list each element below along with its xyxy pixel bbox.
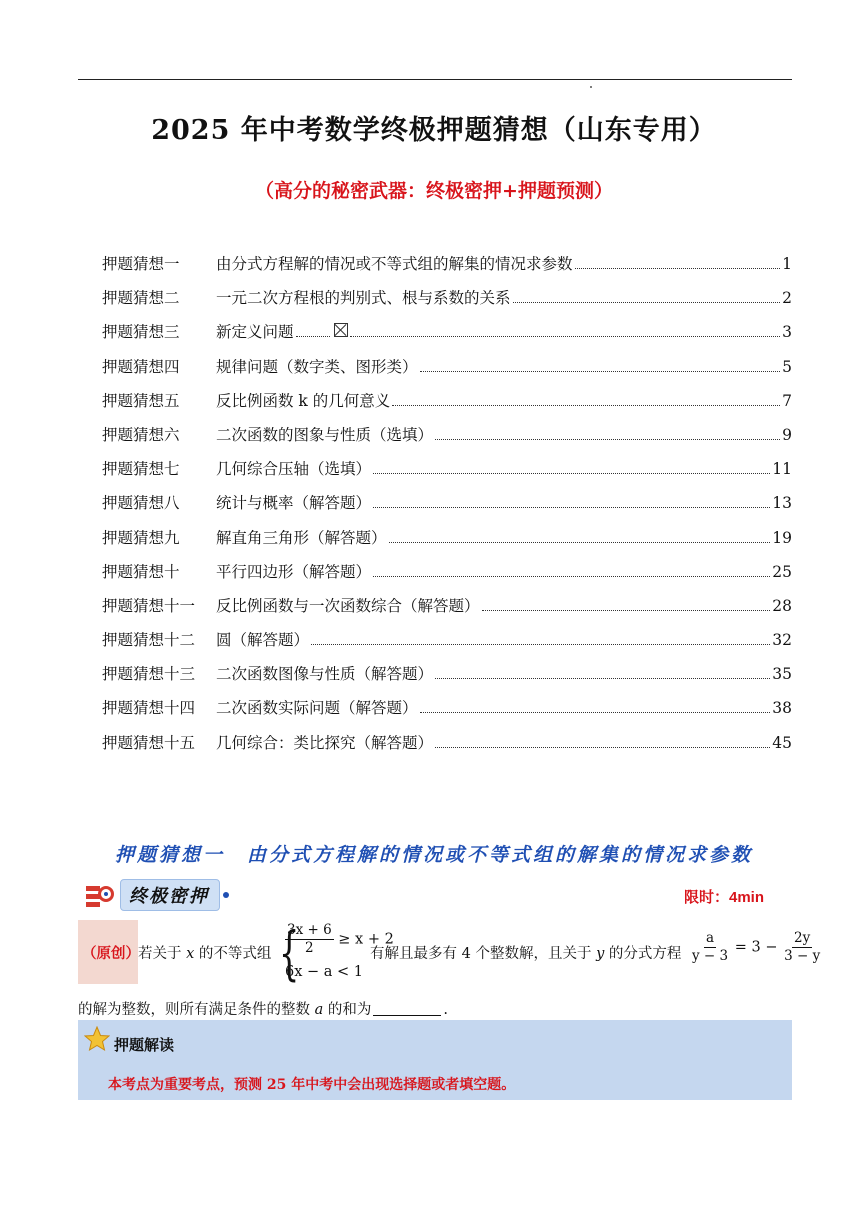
toc-text: 反比例函数 k 的几何意义 (216, 391, 391, 410)
toc-label: 押题猜想十二 (102, 631, 196, 650)
toc-text: 规律问题（数字类、图形类） (216, 357, 418, 376)
target-icon (84, 880, 120, 910)
toc-leader (392, 405, 780, 406)
toc-page: 5 (782, 357, 792, 376)
toc-text: 新定义问题 (216, 323, 294, 342)
toc-text: 由分式方程解的情况或不等式组的解集的情况求参数 (216, 255, 573, 273)
toc-leader (420, 371, 781, 372)
analysis-title: 押题解读 (114, 1037, 175, 1054)
toc-text: 二次函数图像与性质（解答题） (216, 665, 434, 684)
toc-leader (435, 439, 780, 440)
toc-row[interactable] (102, 526, 792, 560)
toc-row[interactable] (102, 389, 792, 423)
star-icon (84, 1026, 110, 1052)
toc-label: 押题猜想五 (102, 391, 180, 410)
toc-leader (373, 507, 770, 508)
toc-label: 押题猜想八 (102, 494, 180, 513)
problem-line-2: 的解为整数，则所有满足条件的整数 a 的和为 . (78, 1002, 448, 1018)
toc-row[interactable] (102, 320, 792, 354)
toc-leader (420, 712, 771, 713)
toc-text: 几何综合压轴（选填） (216, 460, 372, 479)
inequality-2: 6x − a < 1 (285, 964, 364, 980)
toc-leader (296, 336, 330, 337)
toc-text: 圆（解答题） (216, 631, 310, 650)
toc-row[interactable] (102, 628, 792, 662)
toc-label: 押题猜想六 (102, 425, 180, 444)
problem-tag: （原创） (82, 945, 140, 962)
header-dot (590, 86, 592, 88)
analysis-body: 本考点为重要考点，预测 25 年中考中会出现选择题或者填空题。 (108, 1077, 516, 1093)
toc-label: 押题猜想七 (102, 460, 180, 479)
toc-label: 押题猜想三 (102, 323, 180, 342)
toc-text: 反比例函数与一次函数综合（解答题） (216, 596, 480, 615)
table-of-contents (102, 252, 792, 765)
toc-row[interactable] (102, 662, 792, 696)
inequality-1: $\frac{3x + 6}{2}$ ≥ x + 2 (287, 922, 394, 956)
toc-page: 2 (782, 289, 792, 308)
toc-row[interactable] (102, 423, 792, 457)
section-heading: 押题猜想一 由分式方程解的情况或不等式组的解集的情况求参数 (114, 844, 753, 866)
analysis-box (78, 1020, 792, 1100)
header-rule (78, 79, 792, 80)
toc-page: 3 (782, 323, 792, 342)
toc-leader (350, 336, 781, 337)
toc-page: 1 (782, 255, 792, 273)
toc-page: 28 (772, 596, 792, 615)
toc-text: 二次函数实际问题（解答题） (216, 699, 418, 718)
toc-row[interactable] (102, 355, 792, 389)
section-banner (84, 880, 220, 910)
toc-label: 押题猜想十四 (102, 699, 196, 718)
toc-label: 押题猜想十五 (102, 733, 196, 752)
toc-page: 38 (772, 699, 792, 718)
toc-leader (373, 576, 770, 577)
toc-label: 押题猜想十一 (102, 596, 196, 615)
toc-row[interactable] (102, 594, 792, 628)
toc-text: 统计与概率（解答题） (216, 494, 372, 513)
toc-row[interactable] (102, 560, 792, 594)
document-subtitle: （高分的秘密武器：终极密押+押题预测） (255, 180, 613, 202)
toc-page: 7 (782, 391, 792, 410)
toc-page: 19 (772, 528, 792, 547)
toc-row[interactable] (102, 286, 792, 320)
fraction-equation: $\frac{a}{y - 3}$ = 3 − $\frac{2y}{3 - y}$ (692, 930, 821, 964)
toc-label: 押题猜想一 (102, 255, 180, 273)
toc-row[interactable] (102, 491, 792, 525)
toc-leader (435, 678, 770, 679)
toc-leader (482, 610, 771, 611)
toc-page: 9 (782, 425, 792, 444)
toc-label: 押题猜想四 (102, 357, 180, 376)
time-limit: 限时：4min (683, 889, 764, 906)
problem-lead: 若关于 x 的不等式组 (138, 946, 272, 962)
toc-row[interactable] (102, 252, 792, 286)
toc-leader (373, 473, 770, 474)
toc-row[interactable] (102, 731, 792, 765)
toc-label: 押题猜想二 (102, 289, 180, 308)
document-title: 2025 年中考数学终极押题猜想（山东专用） (151, 115, 717, 146)
toc-label: 押题猜想九 (102, 528, 180, 547)
toc-leader (575, 268, 781, 269)
toc-text: 解直角三角形（解答题） (216, 528, 387, 547)
toc-leader (389, 542, 771, 543)
toc-leader (311, 644, 770, 645)
toc-leader (513, 302, 781, 303)
toc-label: 押题猜想十三 (102, 665, 196, 684)
toc-page: 32 (772, 631, 792, 650)
toc-leader (435, 747, 770, 748)
toc-page: 45 (772, 733, 792, 752)
toc-label: 押题猜想十 (102, 562, 180, 581)
problem-middle: 有解且最多有 4 个整数解，且关于 y 的分式方程 (370, 946, 682, 962)
toc-text: 一元二次方程根的判别式、根与系数的关系 (216, 289, 511, 308)
cross-box-icon (334, 323, 348, 337)
banner-label: 终极密押 (120, 879, 220, 911)
toc-text: 二次函数的图象与性质（选填） (216, 425, 434, 444)
toc-page: 13 (772, 494, 792, 513)
toc-page: 25 (772, 562, 792, 581)
toc-page: 35 (772, 665, 792, 684)
toc-row[interactable] (102, 696, 792, 730)
toc-text: 几何综合：类比探究（解答题） (216, 733, 434, 752)
answer-blank[interactable] (373, 1001, 441, 1016)
brace-icon: { (279, 919, 300, 987)
toc-text: 平行四边形（解答题） (216, 562, 372, 581)
toc-row[interactable] (102, 457, 792, 491)
toc-page: 11 (772, 460, 792, 479)
